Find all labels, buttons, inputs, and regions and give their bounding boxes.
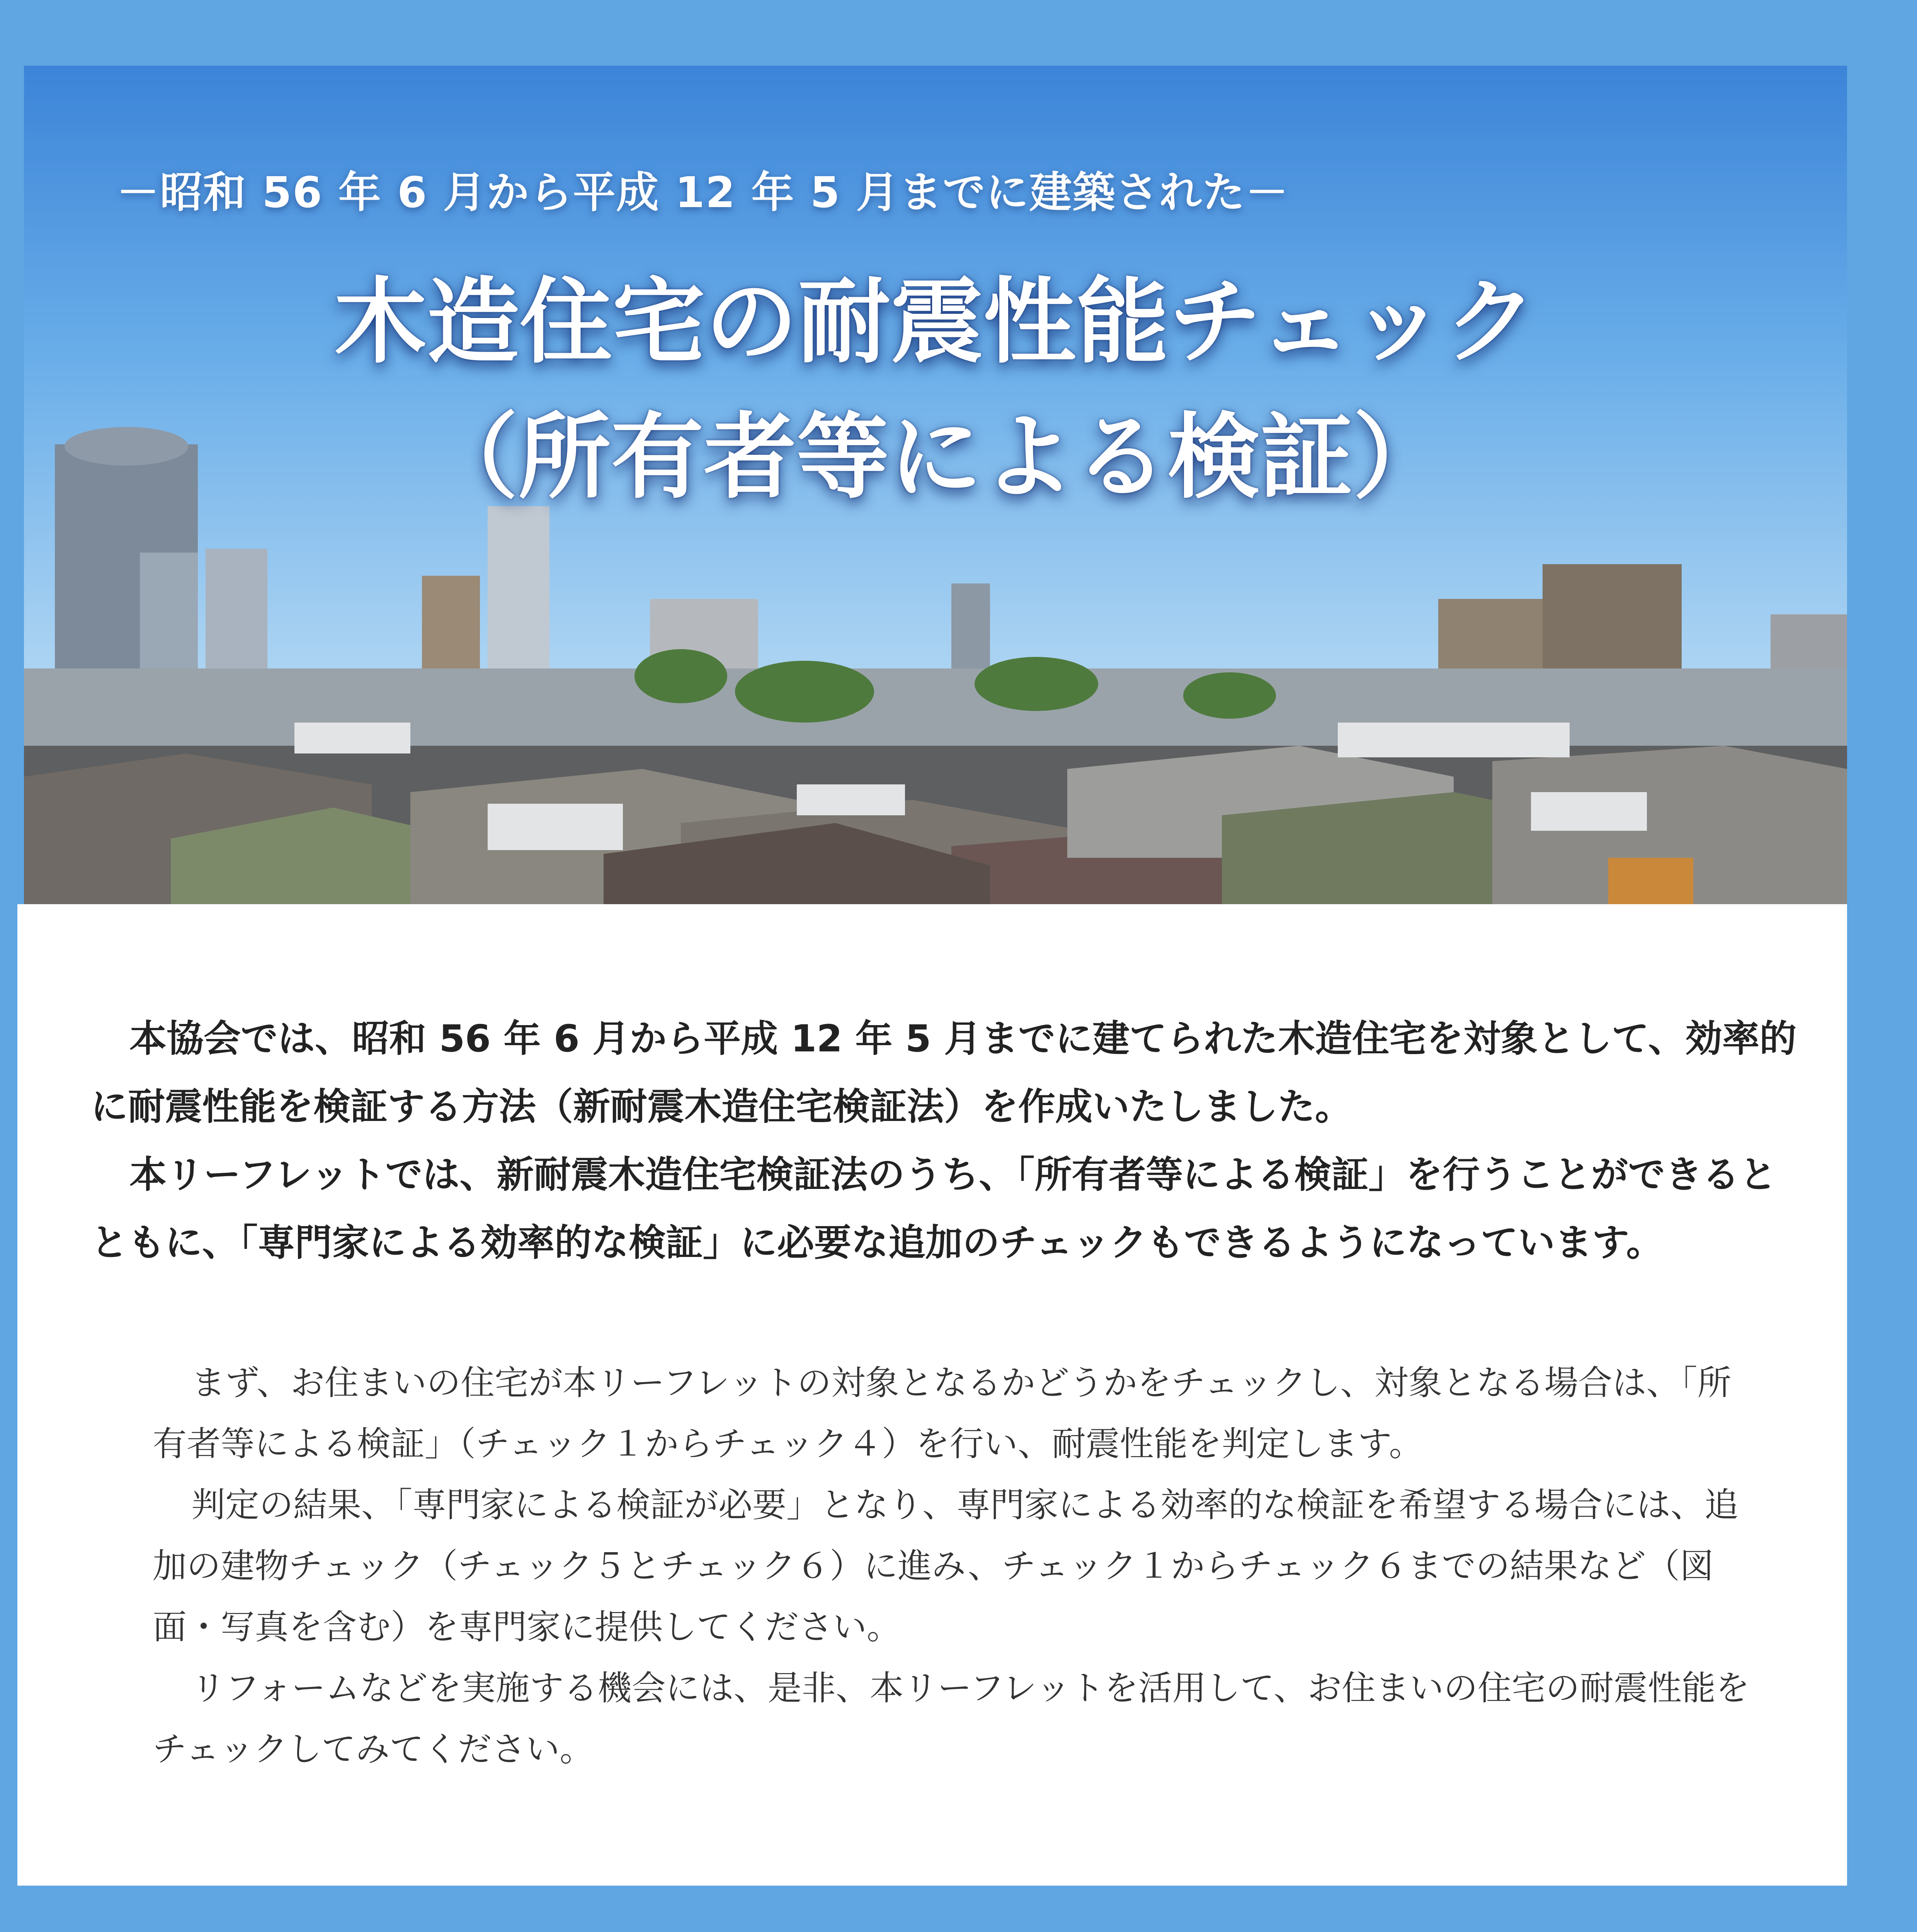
- description-panel: [17, 904, 1847, 1886]
- body-paragraph: 判定の結果、「専門家による検証が必要」となり、専門家による効率的な検証を希望する場合には、追加の建物チェック（チェック５とチェック６）に進み、チェック１からチェック６までの結果など（図面・写真を含む）を専門家に提供してください。: [153, 1485, 1739, 1647]
- body-text: [153, 1352, 1756, 1780]
- page-title-line1: 木造住宅の耐震性能チェック: [334, 268, 1537, 376]
- intro-paragraph: 本リーフレットでは、新耐震木造住宅検証法のうち、「所有者等による検証」を行うことができるとともに、「専門家による効率的な検証」に必要な追加のチェックもできるようになっています。: [91, 1153, 1777, 1264]
- page-title-line2: （所有者等による検証）: [425, 403, 1446, 511]
- body-paragraph: リフォームなどを実施する機会には、是非、本リーフレットを活用して、お住まいの住宅の耐震性能をチェックしてみてください。: [153, 1668, 1750, 1769]
- intro-text: [91, 1005, 1799, 1277]
- body-paragraph: まず、お住まいの住宅が本リーフレットの対象となるかどうかをチェックし、対象となる場合は、「所有者等による検証」（チェック１からチェック４）を行い、耐震性能を判定します。: [153, 1363, 1732, 1464]
- intro-paragraph: 本協会では、昭和 56 年 6 月から平成 12 年 5 月までに建てられた木造住宅を対象として、効率的に耐震性能を検証する方法（新耐震木造住宅検証法）を作成いたしました。: [91, 1017, 1797, 1128]
- subtitle: －昭和 56 年 6 月から平成 12 年 5 月までに建築された－: [117, 168, 1289, 217]
- hero-banner: [24, 66, 1847, 904]
